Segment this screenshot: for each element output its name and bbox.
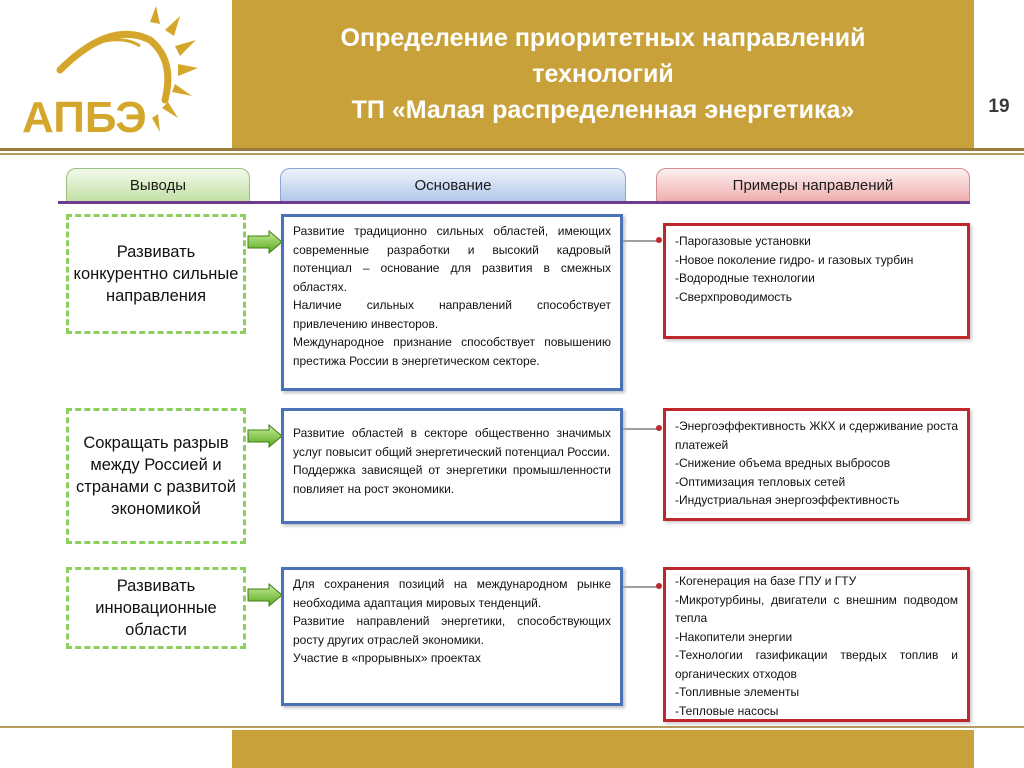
page-title xyxy=(232,20,974,128)
header-divider xyxy=(0,148,1024,151)
logo-arc xyxy=(60,34,168,100)
example-item: -Новое поколение гидро- и газовых турбин xyxy=(675,252,914,267)
example-item: -Парогазовые установки xyxy=(675,234,811,248)
column-header-basis: Основание xyxy=(280,168,626,202)
column-header-conclusions: Выводы xyxy=(66,168,250,202)
examples-box xyxy=(663,223,970,339)
example-item: -Микротурбины, двигатели с внешним подводом тепла xyxy=(675,592,958,625)
logo-area xyxy=(0,0,232,148)
title-line-1: Определение приоритетных направлений xyxy=(340,24,866,52)
column-header-examples: Примеры направлений xyxy=(656,168,970,202)
basis-paragraph: Развитие направлений энергетики, способствующих росту других отраслей экономики. xyxy=(293,614,611,647)
arrow-right-icon xyxy=(247,583,283,607)
example-item: -Водородные технологии xyxy=(675,271,815,285)
example-item: -Оптимизация тепловых сетей xyxy=(675,474,846,489)
conclusion-box: Развивать инновационные области xyxy=(66,567,246,649)
arrow-right-icon xyxy=(247,230,283,254)
basis-paragraph: Для сохранения позиций на международном рынке необходима адаптация мировых тенденций. xyxy=(293,577,611,610)
basis-paragraph: Международное признание способствует повышению престижа России в энергетическом секторе. xyxy=(293,335,611,368)
example-item: -Технологии газификации твердых топлив и органических отходов xyxy=(675,648,958,681)
basis-box xyxy=(281,567,623,706)
footer-band xyxy=(232,730,974,768)
sun-rays-icon xyxy=(150,6,198,132)
title-line-2: технологий xyxy=(532,60,674,88)
basis-paragraph: Участие в «прорывных» проектах xyxy=(293,651,481,665)
logo xyxy=(0,0,232,148)
basis-box xyxy=(281,214,623,391)
example-item: -Индустриальная энергоэффективность xyxy=(675,493,900,507)
conclusion-box: Развивать конкурентно сильные направления xyxy=(66,214,246,334)
basis-paragraph: Развитие традиционно сильных областей, имеющих современные разработки и высокий кадровый потенциал – основание для развития в смежных областях. xyxy=(293,224,611,294)
example-item: -Топливные элементы xyxy=(675,685,800,699)
basis-paragraph: Поддержка зависящей от энергетики промышленности повлияет на рост экономики. xyxy=(293,463,611,496)
page-number: 19 xyxy=(988,96,1010,117)
example-item: -Снижение объема вредных выбросов xyxy=(675,456,891,470)
example-item: -Энергоэффективность ЖКХ и сдерживание роста платежей xyxy=(675,419,958,452)
conclusion-box: Сокращать разрыв между Россией и странами с развитой экономикой xyxy=(66,408,246,544)
connector-dot xyxy=(656,583,662,589)
column-divider xyxy=(58,201,970,204)
basis-paragraph: Наличие сильных направлений способствует привлечению инвесторов. xyxy=(293,298,611,331)
connector-dot xyxy=(656,425,662,431)
example-item: -Сверхпроводимость xyxy=(675,289,792,304)
basis-box xyxy=(281,408,623,524)
title-line-3: ТП «Малая распределенная энергетика» xyxy=(351,96,855,124)
example-item: -Тепловые насосы xyxy=(675,703,779,718)
example-item: -Когенерация на базе ГПУ и ГТУ xyxy=(675,574,857,588)
connector-dot xyxy=(656,237,662,243)
basis-paragraph: Развитие областей в секторе общественно значимых услуг повысит общий энергетический потенциал России. xyxy=(293,426,611,459)
example-item: -Накопители энергии xyxy=(675,629,793,644)
examples-box xyxy=(663,567,970,722)
examples-box xyxy=(663,408,970,521)
arrow-right-icon xyxy=(247,424,283,448)
logo-text: АПБЭ xyxy=(22,93,147,142)
